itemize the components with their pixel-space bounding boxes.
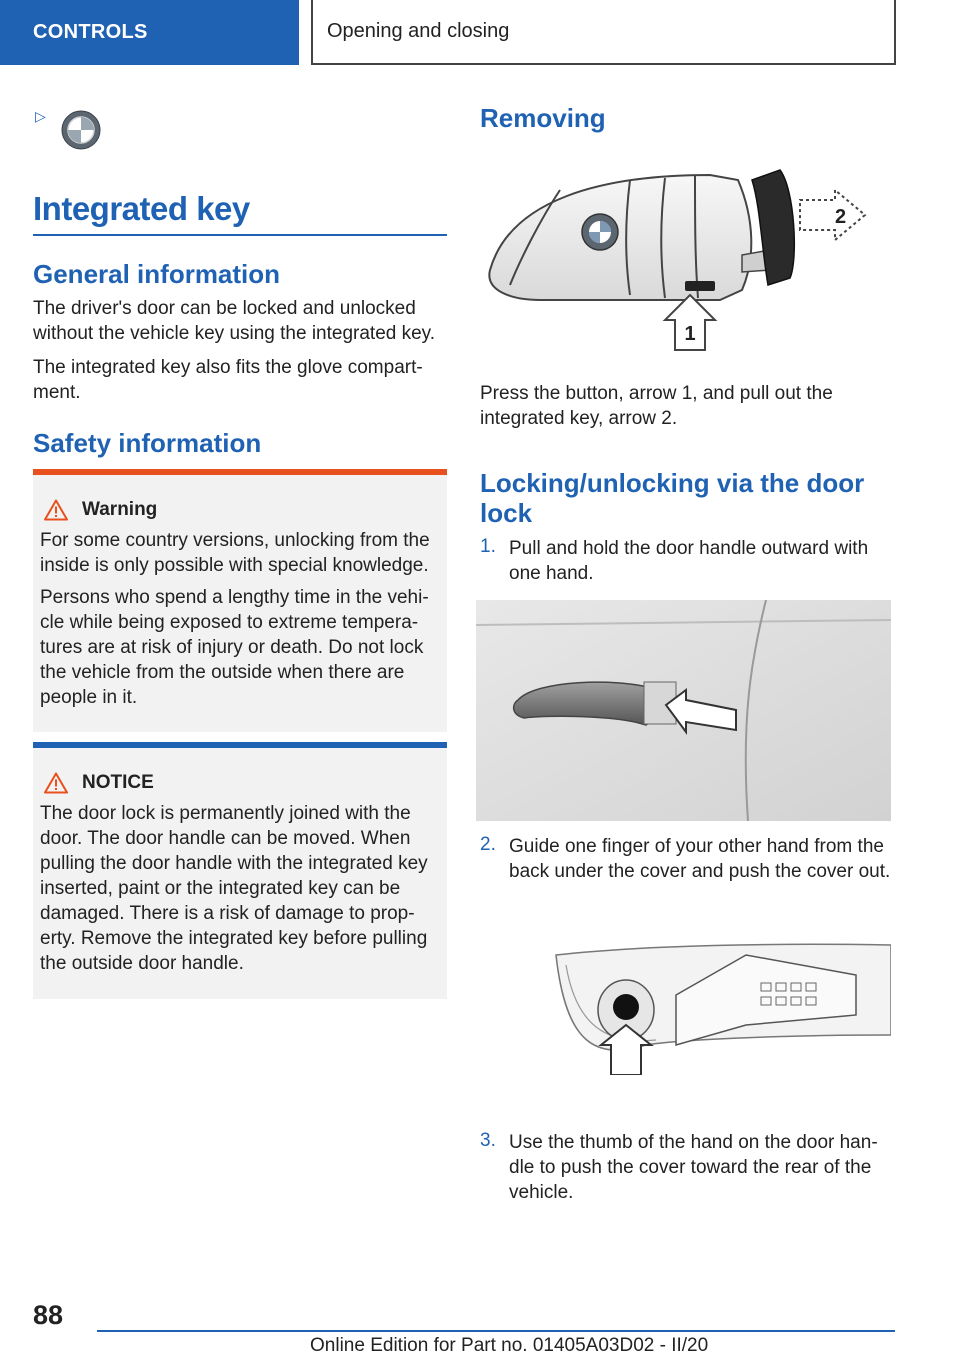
- warning-box: [33, 469, 447, 732]
- section-tab: CONTROLS: [0, 0, 299, 65]
- arrow-1-label: 1: [684, 323, 696, 345]
- page-number: 88: [33, 1300, 64, 1330]
- bmw-logo-icon: [61, 110, 101, 150]
- page-title: Integrated key: [33, 190, 447, 236]
- heading-safety-information: Safety information: [33, 428, 262, 458]
- bullet-marker: ▷: [35, 108, 46, 124]
- warning-header: [44, 499, 440, 521]
- step-3-number: 3.: [480, 1130, 496, 1151]
- general-paragraph-2: The integrated key also fits the glove compart‐ment.: [33, 357, 423, 403]
- key-removal-illustration: [480, 160, 890, 360]
- general-paragraph-1: The driver's door can be locked and unlocked without the vehicle key using the integrated key.: [33, 298, 436, 344]
- door-lock-cover-illustration: [476, 935, 891, 1075]
- notice-label: NOTICE: [82, 772, 154, 793]
- step-3: [480, 1130, 895, 1210]
- step-3-text: Use the thumb of the hand on the door han‐dle to push the cover toward the rear of the vehicle.: [509, 1132, 878, 1203]
- warning-triangle-icon: [44, 499, 68, 521]
- step-1-number: 1.: [480, 536, 496, 557]
- step-2: [480, 834, 895, 884]
- footer-divider: [97, 1330, 895, 1332]
- notice-paragraph-1: The door lock is permanently joined with the door. The door handle can be moved. When pulling the door handle with the integrated key inserted, paint or the integrated key can be damaged. There is a risk of damage to prop‐erty. Remove the integrated key before pulling the outside door handle.: [40, 803, 428, 974]
- warning-paragraph-1: For some country versions, unlocking from the inside is only possible with special knowledge.: [40, 530, 430, 576]
- heading-removing: Removing: [480, 103, 606, 133]
- step-1: [480, 536, 895, 586]
- notice-header: [44, 772, 440, 794]
- edition-note: Online Edition for Part no. 01405A03D02 - II/20: [310, 1335, 709, 1356]
- removing-paragraph: Press the button, arrow 1, and pull out the integrated key, arrow 2.: [480, 383, 833, 429]
- notice-triangle-icon: [44, 772, 68, 794]
- door-handle-photo: [476, 600, 891, 821]
- heading-general-information: General information: [33, 259, 281, 289]
- notice-box: [33, 742, 447, 999]
- heading-locking-unlocking: Locking/unlocking via the door lock: [480, 468, 865, 528]
- warning-label: Warning: [82, 499, 158, 520]
- page-header-title: [311, 0, 896, 65]
- chapter-title: Opening and closing: [327, 20, 510, 42]
- step-2-number: 2.: [480, 834, 496, 855]
- step-1-text: Pull and hold the door handle outward with one hand.: [509, 538, 869, 584]
- warning-paragraph-2: Persons who spend a lengthy time in the vehi‐cle while being exposed to extreme tempera‐tures are at risk of injury or death. Do not lock the vehicle from the outside when there are people in it.: [40, 587, 429, 708]
- arrow-2-label: 2: [835, 206, 847, 228]
- step-2-text: Guide one finger of your other hand from the back under the cover and push the cover out.: [509, 836, 891, 882]
